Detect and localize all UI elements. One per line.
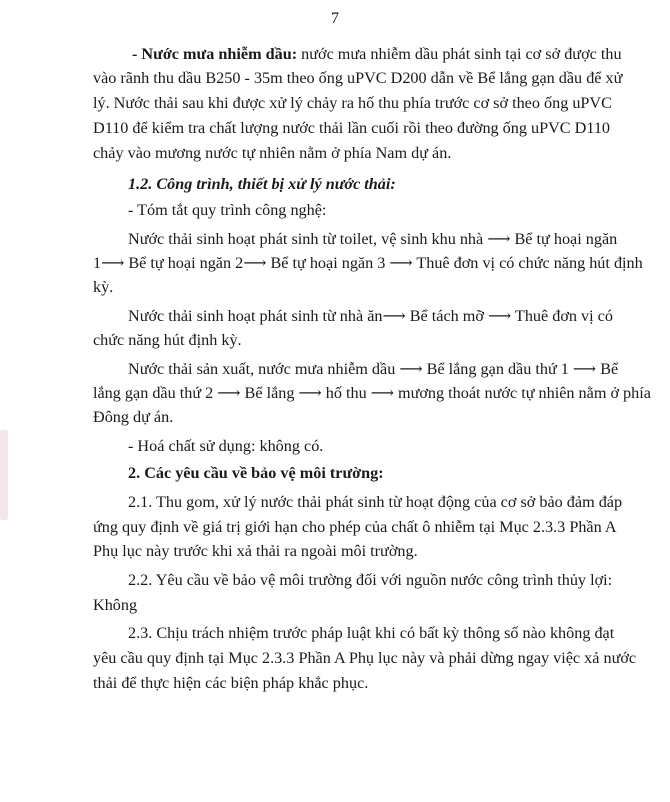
paragraph-line: 2.2. Yêu cầu về bảo vệ môi trường đối với nguồn nước công trình thủy lợi: bbox=[128, 571, 613, 589]
paragraph-line: 1⟶ Bể tự hoại ngăn 2⟶ Bể tự hoại ngăn 3 ⟶ Thuê đơn vị có chức năng hút định bbox=[93, 254, 643, 272]
paragraph-line: lý. Nước thải sau khi được xử lý chảy ra hố thu phía trước cơ sở theo ống uPVC bbox=[93, 94, 612, 112]
paragraph-line: 2.3. Chịu trách nhiệm trước pháp luật khi có bất kỳ thông số nào không đạt bbox=[128, 624, 615, 642]
paragraph-line: vào rãnh thu dầu B250 - 35m theo ống uPVC D200 dẫn về Bể lắng gạn dầu để xử bbox=[93, 69, 623, 87]
paragraph-line: chức năng hút định kỳ. bbox=[93, 331, 242, 349]
paragraph-line: chảy vào mương nước tự nhiên nằm ở phía Nam dự án. bbox=[93, 144, 452, 162]
line-text: nước mưa nhiễm dầu phát sinh tại cơ sở được thu bbox=[297, 45, 622, 63]
paragraph-line: kỳ. bbox=[93, 278, 114, 296]
paragraph-line: Đông dự án. bbox=[93, 408, 174, 426]
section-heading-1-2: 1.2. Công trình, thiết bị xử lý nước thải: bbox=[128, 175, 396, 193]
paragraph-line: yêu cầu quy định tại Mục 2.3.3 Phần A Phụ lục này và phải dừng ngay việc xả nước bbox=[93, 649, 637, 667]
paragraph-line: D110 để kiểm tra chất lượng nước thải lần cuối rồi theo đường ống uPVC D110 bbox=[93, 119, 611, 137]
bold-lead: - Nước mưa nhiễm dầu: bbox=[132, 45, 298, 63]
paragraph-line: Nước thải sinh hoạt phát sinh từ toilet, vệ sinh khu nhà ⟶ Bể tự hoại ngăn bbox=[128, 230, 618, 248]
page-number: 7 bbox=[331, 10, 339, 27]
section-heading-2: 2. Các yêu cầu về bảo vệ môi trường: bbox=[128, 464, 384, 482]
paragraph-line: Phụ lục này trước khi xả thải ra ngoài môi trường. bbox=[93, 542, 418, 560]
paragraph-line: lắng gạn dầu thứ 2 ⟶ Bể lắng ⟶ hố thu ⟶ mương thoát nước tự nhiên nằm ở phía bbox=[93, 384, 651, 402]
stamp-bleed-mark bbox=[0, 430, 8, 520]
bullet-chemicals: - Hoá chất sử dụng: không có. bbox=[128, 437, 324, 455]
paragraph-line: thải để thực hiện các biện pháp khắc phục. bbox=[93, 674, 369, 692]
paragraph-line: Nước thải sinh hoạt phát sinh từ nhà ăn⟶ Bể tách mỡ ⟶ Thuê đơn vị có bbox=[128, 307, 613, 325]
bullet-process-summary: - Tóm tắt quy trình công nghệ: bbox=[128, 201, 327, 219]
paragraph-line: ứng quy định về giá trị giới hạn cho phép của chất ô nhiễm tại Mục 2.3.3 Phần A bbox=[93, 518, 617, 536]
paragraph-line: Nước thải sản xuất, nước mưa nhiễm dầu ⟶ Bể lắng gạn dầu thứ 1 ⟶ Bể bbox=[128, 360, 619, 378]
paragraph-line: 2.1. Thu gom, xử lý nước thải phát sinh từ hoạt động của cơ sở bảo đảm đáp bbox=[128, 493, 623, 511]
paragraph-line bbox=[132, 43, 622, 65]
paragraph-line: Không bbox=[93, 596, 138, 614]
